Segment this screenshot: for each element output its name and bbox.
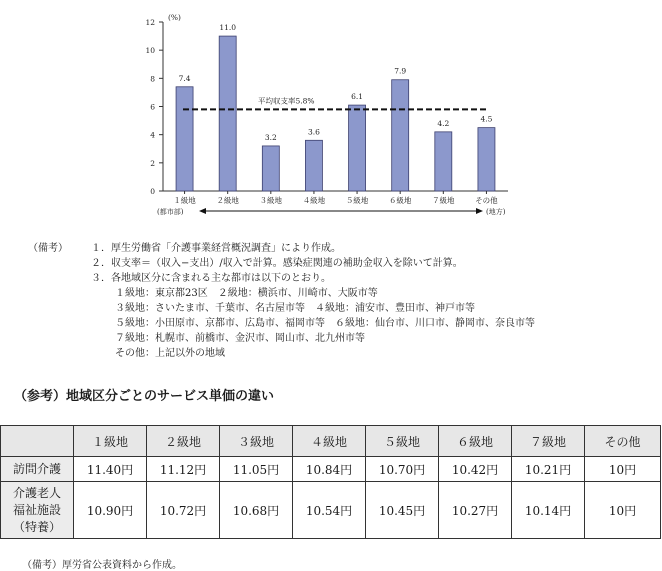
x-tick-label: ５級地 [345, 196, 369, 205]
table-cell: 10.54円 [293, 482, 366, 539]
bar-value-label: 6.1 [351, 92, 364, 102]
x-tick-label: ６級地 [388, 196, 412, 205]
bar [478, 128, 495, 191]
bar [219, 36, 236, 191]
bar-value-label: 7.9 [394, 66, 407, 76]
table-cell: 10.84円 [293, 457, 366, 482]
x-tick-label: その他 [475, 196, 498, 205]
bar-value-label: 7.4 [178, 73, 191, 83]
header-grade-5: ５級地 [366, 426, 439, 457]
table-cell: 10円 [585, 457, 661, 482]
row-label-line: （特養） [12, 519, 61, 534]
bar [435, 132, 452, 191]
note-2: ２．収支率＝（収入−支出）/収入で計算。感染症関連の補助金収入を除いて計算。 [91, 258, 463, 269]
bar-value-label: 4.2 [437, 118, 450, 128]
city-line-3: ５級地：小田原市、京都市、広島市、福岡市等 ６級地：仙台市、川口市、静岡市、奈良市等 [115, 318, 535, 329]
header-grade-4: ４級地 [293, 426, 366, 457]
notes-prefix: （備考） [28, 243, 68, 254]
urban-end-label: (都市部) [157, 208, 184, 216]
table-cell: 10.27円 [439, 482, 512, 539]
header-grade-2: ２級地 [147, 426, 220, 457]
note-3: ３．各地域区分に含まれる主な都市は以下のとおり。 [91, 273, 331, 284]
profit-margin-chart [0, 0, 662, 222]
service-rate-table [0, 425, 661, 539]
row-label-line: 介護老人 [12, 485, 61, 500]
header-grade-1: １級地 [74, 426, 147, 457]
table-cell: 10.90円 [74, 482, 147, 539]
y-axis [145, 18, 508, 196]
x-tick-label: ７級地 [432, 196, 455, 205]
row-label-line: 福祉施設 [12, 502, 61, 517]
table-footnote: （備考）厚労省公表資料から作成。 [22, 560, 182, 571]
city-line-4: ７級地：札幌市、前橋市、金沢市、岡山市、北九州市等 [115, 333, 365, 344]
row-label-nursing-home [1, 482, 74, 539]
header-other: その他 [585, 426, 661, 457]
note-1: １．厚生労働省「介護事業経営概況調査」により作成。 [91, 243, 341, 254]
header-grade-3: ３級地 [220, 426, 293, 457]
header-corner [1, 426, 74, 457]
urban-rural-arrow [199, 208, 483, 214]
arrow-head-right [476, 208, 483, 214]
bar-value-label: 11.0 [219, 23, 237, 33]
y-axis-unit: (%) [168, 13, 181, 22]
arrow-head-left [199, 208, 206, 214]
bar [349, 105, 366, 191]
table-cell: 10.14円 [512, 482, 585, 539]
y-tick-label: 2 [150, 158, 155, 168]
bar-value-label: 3.6 [307, 127, 320, 137]
rural-end-label: (地方) [486, 208, 506, 216]
y-tick-label: 10 [145, 46, 155, 56]
header-grade-6: ６級地 [439, 426, 512, 457]
x-tick-label: ３級地 [259, 196, 283, 205]
reference-title: （参考）地域区分ごとのサービス単価の違い [14, 389, 275, 404]
bar [305, 140, 322, 191]
row-label-home-care: 訪問介護 [1, 457, 74, 482]
table-cell: 10.45円 [366, 482, 439, 539]
bar [392, 80, 409, 191]
x-axis-labels [173, 191, 498, 205]
table-cell: 11.40円 [74, 457, 147, 482]
x-tick-label: １級地 [173, 196, 196, 205]
x-tick-label: ２級地 [216, 196, 239, 205]
table-cell: 10.21円 [512, 457, 585, 482]
table-cell: 11.12円 [147, 457, 220, 482]
table-cell: 10.70円 [366, 457, 439, 482]
table-cell: 10.42円 [439, 457, 512, 482]
header-grade-7: ７級地 [512, 426, 585, 457]
table-cell: 10.68円 [220, 482, 293, 539]
table-row [1, 482, 661, 539]
bar-value-label: 3.2 [264, 132, 277, 142]
y-tick-label: 0 [150, 187, 155, 196]
y-tick-label: 4 [150, 130, 155, 140]
table-cell: 11.05円 [220, 457, 293, 482]
table-cell: 10円 [585, 482, 661, 539]
x-tick-label: ４級地 [302, 196, 326, 205]
city-line-5: その他：上記以外の地域 [115, 348, 225, 359]
y-tick-label: 6 [150, 102, 155, 112]
city-line-2: ３級地：さいたま市、千葉市、名古屋市等 ４級地：浦安市、豊田市、神戸市等 [115, 303, 475, 314]
table-cell: 10.72円 [147, 482, 220, 539]
bar-value-label: 4.5 [480, 114, 493, 124]
bars [176, 23, 495, 191]
table-row [1, 457, 661, 482]
bar [262, 146, 279, 191]
city-line-1: １級地：東京都23区 ２級地：横浜市、川崎市、大阪市等 [115, 288, 378, 299]
average-label: 平均収支率5.8% [258, 96, 315, 106]
bar [176, 87, 193, 191]
table-header-row [1, 426, 661, 457]
y-tick-label: 8 [150, 74, 155, 84]
y-tick-label: 12 [145, 18, 155, 27]
